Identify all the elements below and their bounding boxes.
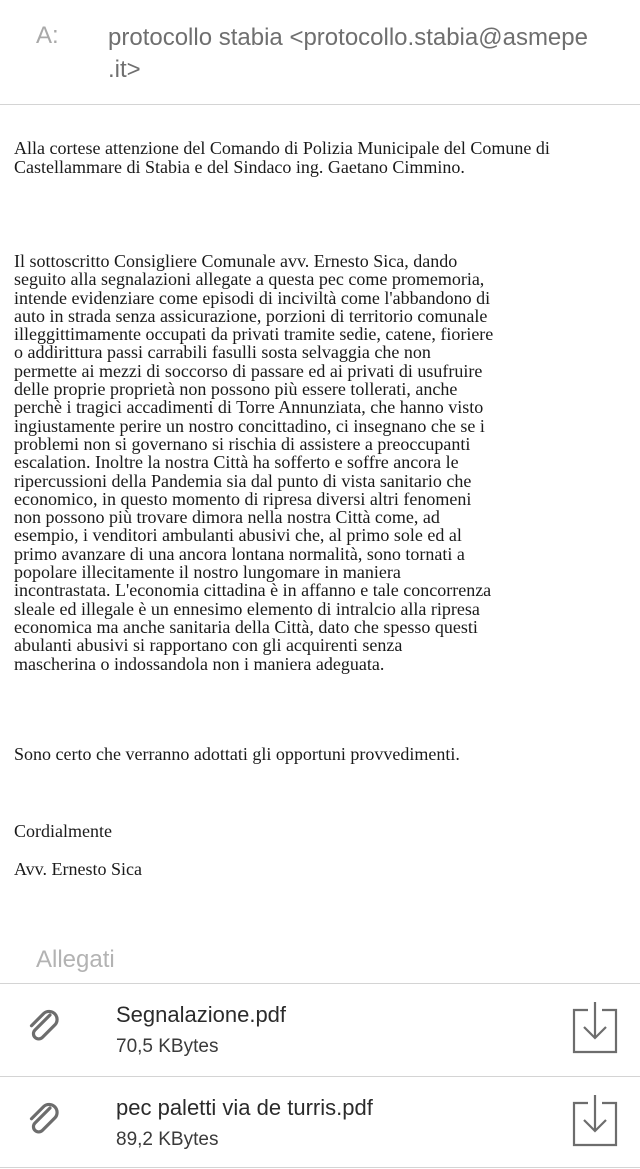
message-signature: Avv. Ernesto Sica [14, 859, 142, 879]
paperclip-icon [24, 1006, 64, 1046]
header-divider [0, 104, 640, 105]
attachment-item[interactable] [0, 1077, 640, 1169]
download-icon[interactable] [572, 1093, 618, 1147]
attachment-name: Segnalazione.pdf [116, 1002, 287, 1027]
attachment-size: 70,5 KBytes [116, 1036, 219, 1057]
paperclip-icon [24, 1099, 64, 1139]
attachment-name: pec paletti via de turris.pdf [116, 1095, 373, 1120]
message-regards: Cordialmente [14, 821, 112, 841]
recipient-label: A: [36, 22, 59, 49]
attachment-size: 89,2 KBytes [116, 1129, 219, 1150]
recipient-address-line1: protocollo stabia <protocollo.stabia@asmepe [108, 24, 588, 51]
attachment-divider [0, 1167, 640, 1168]
attachments-header: Allegati [36, 946, 115, 973]
recipient-address[interactable] [108, 22, 640, 86]
message-address: Alla cortese attenzione del Comando di Polizia Municipale del Comune di Castellammare di Stabia e del Sindaco ing. Gaetano Cimmino. [14, 138, 550, 177]
recipient-address-line2: .it> [108, 56, 141, 83]
message-closing: Sono certo che verranno adottati gli opportuni provvedimenti. [14, 744, 460, 764]
attachment-item[interactable] [0, 984, 640, 1076]
message-body: Il sottoscritto Consigliere Comunale avv. Ernesto Sica, dando seguito alla segnalazioni allegate a questa pec come promemoria, intende evidenziare come episodi di inciviltà come l'abbandono di auto in strada senza assicurazione, porzioni di territorio comunale illeggittimamente occupati da privati tramite sedie, catene, fioriere o addirittura passi carrabili fasulli sosta selvaggia che non permette ai mezzi di soccorso di passare ed ai privati di usufruire delle proprie proprietà non possono più essere tollerati, anche perchè i tragici accadimenti di Torre Annunziata, che hanno visto ingiustamente perire un nostro concittadino, ci insegnano che se i problemi non si governano si rischia di assistere a preoccupanti escalation. Inoltre la nostra Città ha sofferto e soffre ancora le ripercussioni della Pandemia sia dal punto di vista sanitario che economico, in questo momento di ripresa diversi altri fenomeni non possono più trovare dimora nella nostra Città come, ad esempio, i venditori ambulanti abusivi che, al primo sole ed al primo avanzare di una ancora lontana normalità, sono tornati a popolare illecitamente il nostro lungomare in maniera incontrastata. L'economia cittadina è in affanno e tale concorrenza sleale ed illegale è un ennesimo elemento di intralcio alla ripresa economica ma anche sanitaria della Città, dato che spesso questi abulanti abusivi si rapportano con gli acquirenti senza mascherina o indossandola non i maniera adeguata. [14, 251, 494, 674]
download-icon[interactable] [572, 1000, 618, 1054]
recipient-row [0, 0, 640, 104]
